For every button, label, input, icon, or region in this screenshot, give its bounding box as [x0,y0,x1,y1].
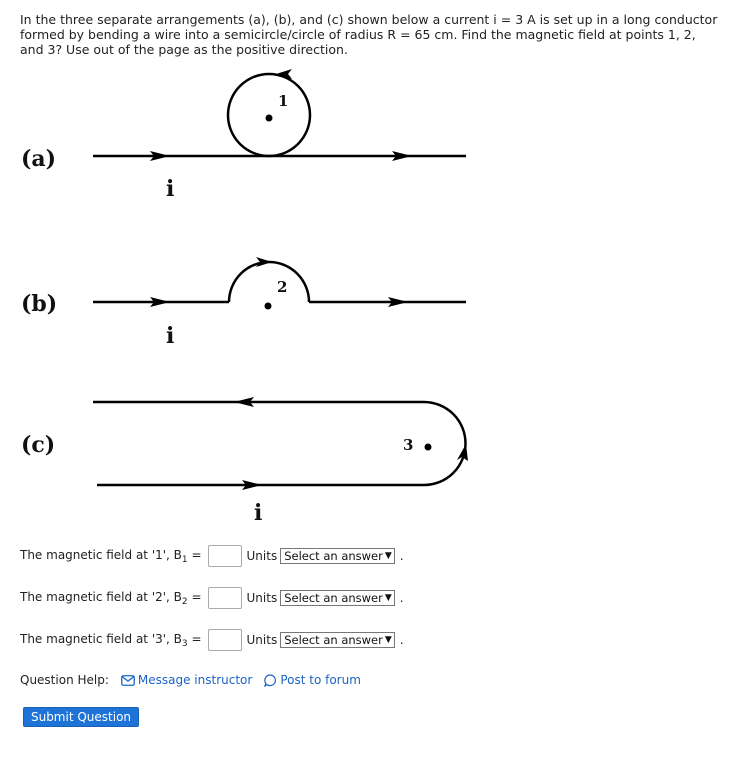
period-3: . [399,633,404,647]
speech-bubble-icon [264,674,277,687]
units-label-3: Units [246,633,278,647]
answer-input-2[interactable] [208,587,242,609]
units-label-1: Units [246,549,278,563]
point-1-label: 1 [278,92,289,110]
answer-prompt-3: The magnetic field at '3', $B_3$ = [20,631,202,649]
wire-arrangements-figure [0,68,520,528]
units-label-2: Units [246,591,278,605]
period-2: . [399,591,404,605]
chevron-down-icon: ▼ [384,635,392,645]
units-select-2[interactable]: Select an answer ▼ [280,590,395,606]
semicircle-c [424,402,466,485]
answer-prompt-1: The magnetic field at '1', $B_1$ = [20,547,202,565]
answer-row-3 [20,627,404,653]
help-label: Question Help: [20,673,109,687]
post-to-forum-link[interactable]: Post to forum [264,673,361,687]
answer-input-3[interactable] [208,629,242,651]
chevron-down-icon: ▼ [384,551,392,561]
answer-row-2 [20,585,404,611]
chevron-down-icon: ▼ [384,593,392,603]
period-1: . [399,549,404,563]
current-label-a: i [166,176,175,202]
point-3-dot [425,444,432,451]
current-label-c: i [254,500,263,526]
answer-prompt-2: The magnetic field at '2', $B_2$ = [20,589,202,607]
units-select-3[interactable]: Select an answer ▼ [280,632,395,648]
point-1-dot [266,115,273,122]
arrow-b-arc [256,257,272,267]
question-text: In the three separate arrangements (a), (b), and (c) shown below a current i = 3 A is set up in a long conductor formed by bending a wire into a semicircle/circle of radius R = 65 cm. Find the magnetic field at points 1, 2, and 3? Use out of the page as the positive direction. [20,12,718,57]
answer-row-1 [20,543,404,569]
label-b: (b) [21,291,58,317]
point-2-dot [265,303,272,310]
envelope-icon [121,675,135,686]
point-2-label: 2 [277,278,288,296]
label-a: (a) [21,146,57,172]
question-help [20,673,361,687]
submit-question-button[interactable]: Submit Question [23,707,139,727]
point-3-label: 3 [403,436,414,454]
units-select-1[interactable]: Select an answer ▼ [280,548,395,564]
label-c: (c) [21,432,56,458]
current-label-b: i [166,323,175,349]
semicircle-b [229,262,309,302]
message-instructor-link[interactable]: Message instructor [121,673,252,687]
answer-input-1[interactable] [208,545,242,567]
